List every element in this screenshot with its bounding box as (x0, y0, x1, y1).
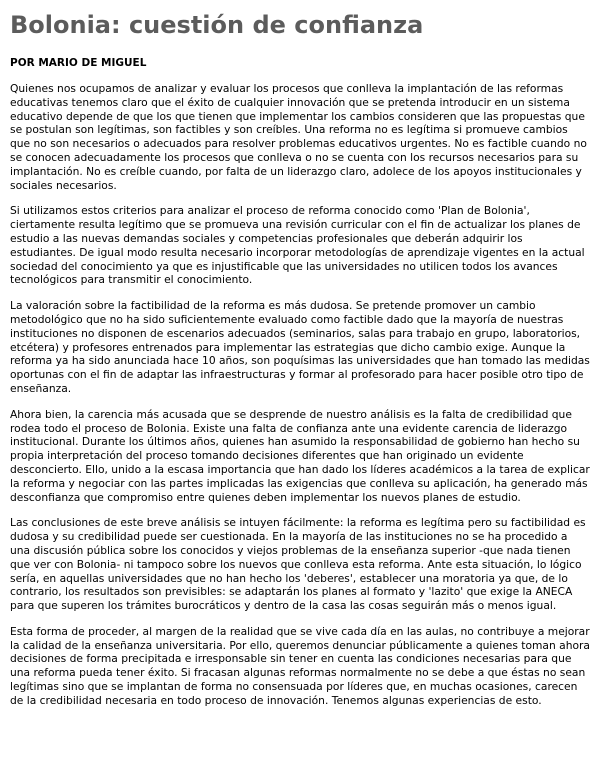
article-body (10, 82, 590, 708)
article-paragraph: Las conclusiones de este breve análisis se intuyen fácilmente: la reforma es legítima pero su factibilidad es dudosa y su credibilidad puede ser cuestionada. En la mayoría de las instituciones no se ha procedido a una discusión pública sobre los conocidos y viejos problemas de la enseñanza superior -que nada tienen que ver con Bolonia- ni tampoco sobre los nuevos que conlleva esta reforma. Ante esta situación, lo lógico sería, en aquellas universidades que no han hecho los 'deberes', establecer una moratoria ya que, de lo contrario, los resultados son previsibles: se adaptarán los planes al formato y 'lazito' que exige la ANECA para que superen los trámites burocráticos y dentro de la casa las cosas seguirán más o menos igual. (10, 516, 586, 613)
article-paragraph: Quienes nos ocupamos de analizar y evaluar los procesos que conlleva la implantación de las reformas educativas tenemos claro que el éxito de cualquier innovación que se pretenda introducir en un sistema educativo depende de que los que tienen que implementar los cambios consideren que las propuestas que se postulan son legítimas, son factibles y son creíbles. Una reforma no es legítima si promueve cambios que no son necesarios o adecuados para resolver problemas educativos urgentes. No es factible cuando no se conocen adecuadamente los procesos que conlleva o no se cuenta con los recursos necesarios para su implantación. No es creíble cuando, por falta de un liderazgo claro, adolece de los apoyos institucionales y sociales necesarios. (10, 82, 587, 192)
article-title: Bolonia: cuestión de confianza (10, 11, 424, 39)
article-byline: POR MARIO DE MIGUEL (10, 57, 147, 69)
article (10, 10, 590, 720)
article-paragraph: Si utilizamos estos criterios para analizar el proceso de reforma conocido como 'Plan de Bolonia', ciertamente resulta legítimo que se promueva una revisión curricular con el fin de actualizar los planes de estudio a las nuevas demandas sociales y competencias profesionales que deberán adquirir los estudiantes. De igual modo resulta necesario incorporar metodologías de aprendizaje vigentes en la actual sociedad del conocimiento ya que es injustificable que las universidades no utilicen todos los avances tecnológicos para transmitir el conocimiento. (10, 204, 585, 287)
article-paragraph: Ahora bien, la carencia más acusada que se desprende de nuestro análisis es la falta de credibilidad que rodea todo el proceso de Bolonia. Existe una falta de confianza ante una evidente carencia de liderazgo institucional. Durante los últimos años, quienes han asumido la responsabilidad de gobierno han hecho su propia interpretación del proceso tomando decisiones diferentes que han originado un evidente desconcierto. Ello, unido a la escasa importancia que han dado los líderes académicos a la tarea de explicar la reforma y negociar con las partes implicadas las exigencias que conlleva su aplicación, ha generado más desconfianza que compromiso entre quienes deben implementar los nuevos planes de estudio. (10, 407, 590, 504)
article-paragraph: La valoración sobre la factibilidad de la reforma es más dudosa. Se pretende promover un cambio metodológico que no ha sido suficientemente evaluado como factible dado que la mayoría de nuestras instituciones no disponen de escenarios adecuados (seminarios, salas para trabajo en grupo, laboratorios, etcétera) y profesores entrenados para implementar las estrategias que dicho cambio exige. Aunque la reforma ya ha sido anunciada hace 10 años, son poquísimas las universidades que han tomado las medidas oportunas con el fin de adaptar las infraestructuras y formar al profesorado para hacer posible otro tipo de enseñanza. (10, 299, 590, 395)
article-paragraph: Esta forma de proceder, al margen de la realidad que se vive cada día en las aulas, no contribuye a mejorar la calidad de la enseñanza universitaria. Por ello, queremos denunciar públicamente a quienes toman ahora decisiones de forma precipitada e irresponsable sin tener en cuenta las condiciones necesarias para que una reforma pueda tener éxito. Si fracasan algunas reformas normalmente no se debe a que éstas no sean legítimas sino que se implantan de forma no consensuada por líderes que, en muchas ocasiones, carecen de la credibilidad necesaria en todo proceso de innovación. Tenemos algunas experiencias de esto. (10, 624, 590, 707)
